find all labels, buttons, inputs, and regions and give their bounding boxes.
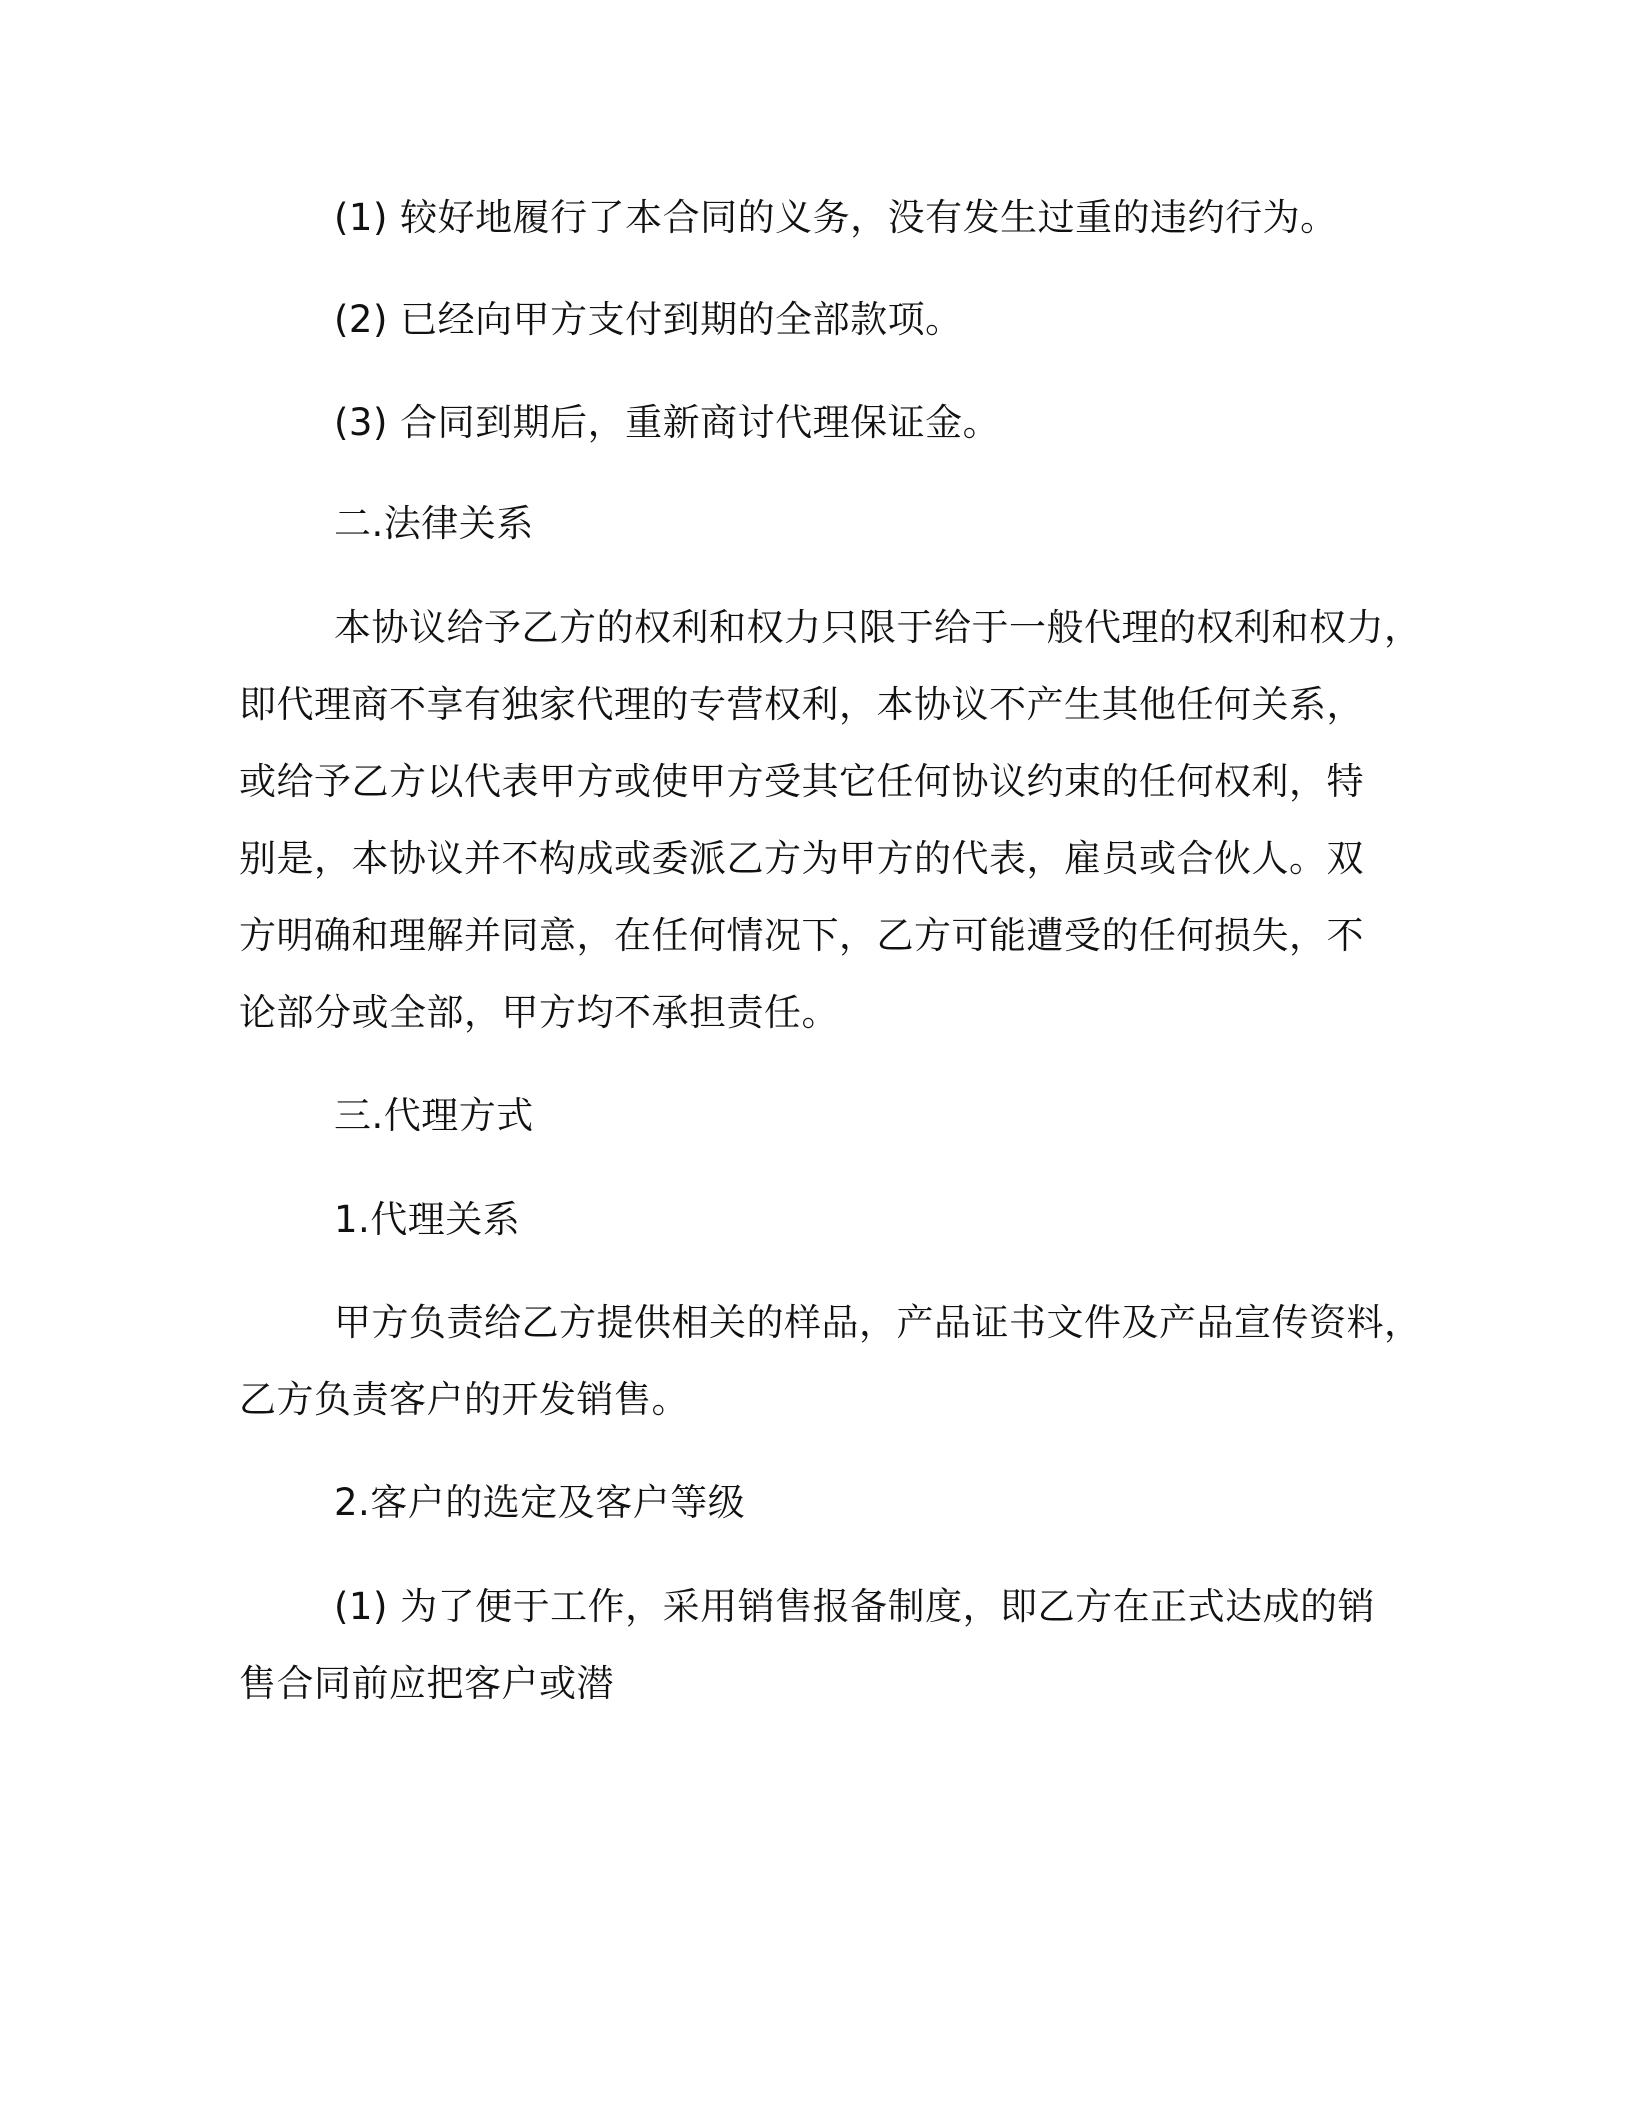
paragraph-line: 方明确和理解并同意，在任何情况下，乙方可能遭受的任何损失，不 xyxy=(239,914,1364,957)
paragraph-line: 论部分或全部，甲方均不承担责任。 xyxy=(239,991,839,1034)
paragraph-line: 或给予乙方以代表甲方或使甲方受其它任何协议约束的任何权利，特 xyxy=(239,760,1364,803)
clause-item-2: (2) 已经向甲方支付到期的全部款项。 xyxy=(334,298,963,341)
section-heading-method: 三.代理方式 xyxy=(334,1094,534,1137)
clause-item-1-selection: (1) 为了便于工作，采用销售报备制度，即乙方在正式达成的销 xyxy=(334,1585,1376,1628)
paragraph-line: 甲方负责给乙方提供相关的样品，产品证书文件及产品宣传资料， xyxy=(334,1301,1422,1344)
subsection-heading: 2.客户的选定及客户等级 xyxy=(334,1481,746,1524)
paragraph-line: 本协议给予乙方的权利和权力只限于给于一般代理的权利和权力， xyxy=(334,606,1422,649)
section-heading-legal: 二.法律关系 xyxy=(334,502,534,545)
clause-item-3: (3) 合同到期后，重新商讨代理保证金。 xyxy=(334,401,1001,444)
paragraph-line: 即代理商不享有独家代理的专营权利，本协议不产生其他任何关系， xyxy=(239,683,1364,726)
clause-item-1: (1) 较好地履行了本合同的义务，没有发生过重的违约行为。 xyxy=(334,196,1338,239)
subsection-heading: 1.代理关系 xyxy=(334,1198,521,1241)
paragraph-line: 售合同前应把客户或潜 xyxy=(239,1662,614,1705)
paragraph-line: 乙方负责客户的开发销售。 xyxy=(239,1378,689,1421)
paragraph-line: 别是，本协议并不构成或委派乙方为甲方的代表，雇员或合伙人。双 xyxy=(239,837,1364,880)
